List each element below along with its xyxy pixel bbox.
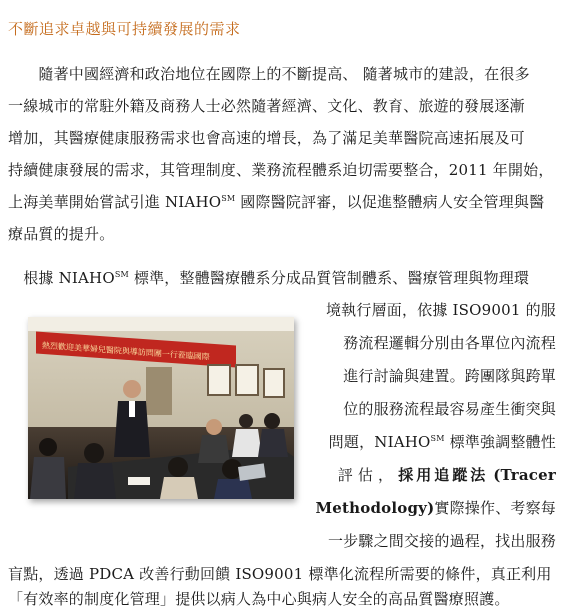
- text-span: 上海美華開始嘗試引進 NIAHO: [8, 193, 222, 211]
- paragraph-line: 隨著中國經濟和政治地位在國際上的不斷提高、 隨著城市的建設，在很多: [8, 65, 530, 83]
- service-mark: SM: [114, 270, 129, 279]
- paragraph-line: [8, 268, 574, 288]
- wrapped-line: [338, 465, 556, 485]
- wrapped-line: 務流程邏輯分別由各單位內流程: [343, 334, 556, 352]
- paragraph-line: [8, 192, 574, 212]
- paragraph-line: 一線城市的常駐外籍及商務人士必然隨著經濟、文化、教育、旅遊的發展逐漸: [8, 97, 525, 115]
- emphasis-text: Methodology): [315, 499, 435, 517]
- paragraph-line: 持續健康發展的需求，其管理制度、業務流程體系迫切需要整合，2011 年開始，: [8, 161, 554, 179]
- wrapped-line: [329, 432, 556, 452]
- text-span: 評 估 ，: [337, 466, 394, 484]
- paragraph-line: 盲點，透過 PDCA 改善行動回饋 ISO9001 標準化流程所需要的條件，真正利用: [8, 565, 552, 583]
- text-span: 實際操作、考察每: [434, 499, 556, 517]
- emphasis-text: (Tracer: [493, 466, 556, 484]
- banner-text: 熱烈歡迎美華婦兒醫院與導訪問團一行蒞臨國際: [42, 340, 210, 362]
- paragraph-line: 增加，其醫療健康服務需求也會高速的增長，為了滿足美華醫院高速拓展及可: [8, 129, 525, 147]
- meeting-photo: [28, 317, 294, 499]
- emphasis-text: 採用追蹤法: [398, 466, 489, 484]
- meeting-illustration: [28, 317, 294, 499]
- wrapped-line: 位的服務流程最容易產生衝突與: [343, 400, 556, 418]
- text-span: 標準，整體醫療體系分成品質管制體系、醫療管理與物理環: [128, 269, 530, 287]
- section-heading: 不斷追求卓越與可持續發展的需求: [8, 20, 241, 38]
- wrapped-line: 境執行層面，依據 ISO9001 的服: [325, 301, 556, 319]
- wrapped-line: 進行討論與建置。跨團隊與跨單: [343, 367, 556, 385]
- service-mark: SM: [221, 194, 236, 203]
- text-span: 標準強調整體性: [444, 433, 556, 451]
- text-span: 根據 NIAHO: [8, 269, 115, 287]
- wrapped-line: 一步驟之間交接的過程，找出服務: [327, 532, 556, 550]
- text-span: 國際醫院評審，以促進整體病人安全管理與醫: [235, 193, 545, 211]
- text-span: 問題，NIAHO: [328, 433, 431, 451]
- paragraph-line: 「有效率的制度化管理」提供以病人為中心與病人安全的高品質醫療照護。: [8, 590, 510, 608]
- wrapped-line: [316, 498, 557, 518]
- paragraph-line: 療品質的提升。: [8, 225, 115, 243]
- service-mark: SM: [430, 434, 445, 443]
